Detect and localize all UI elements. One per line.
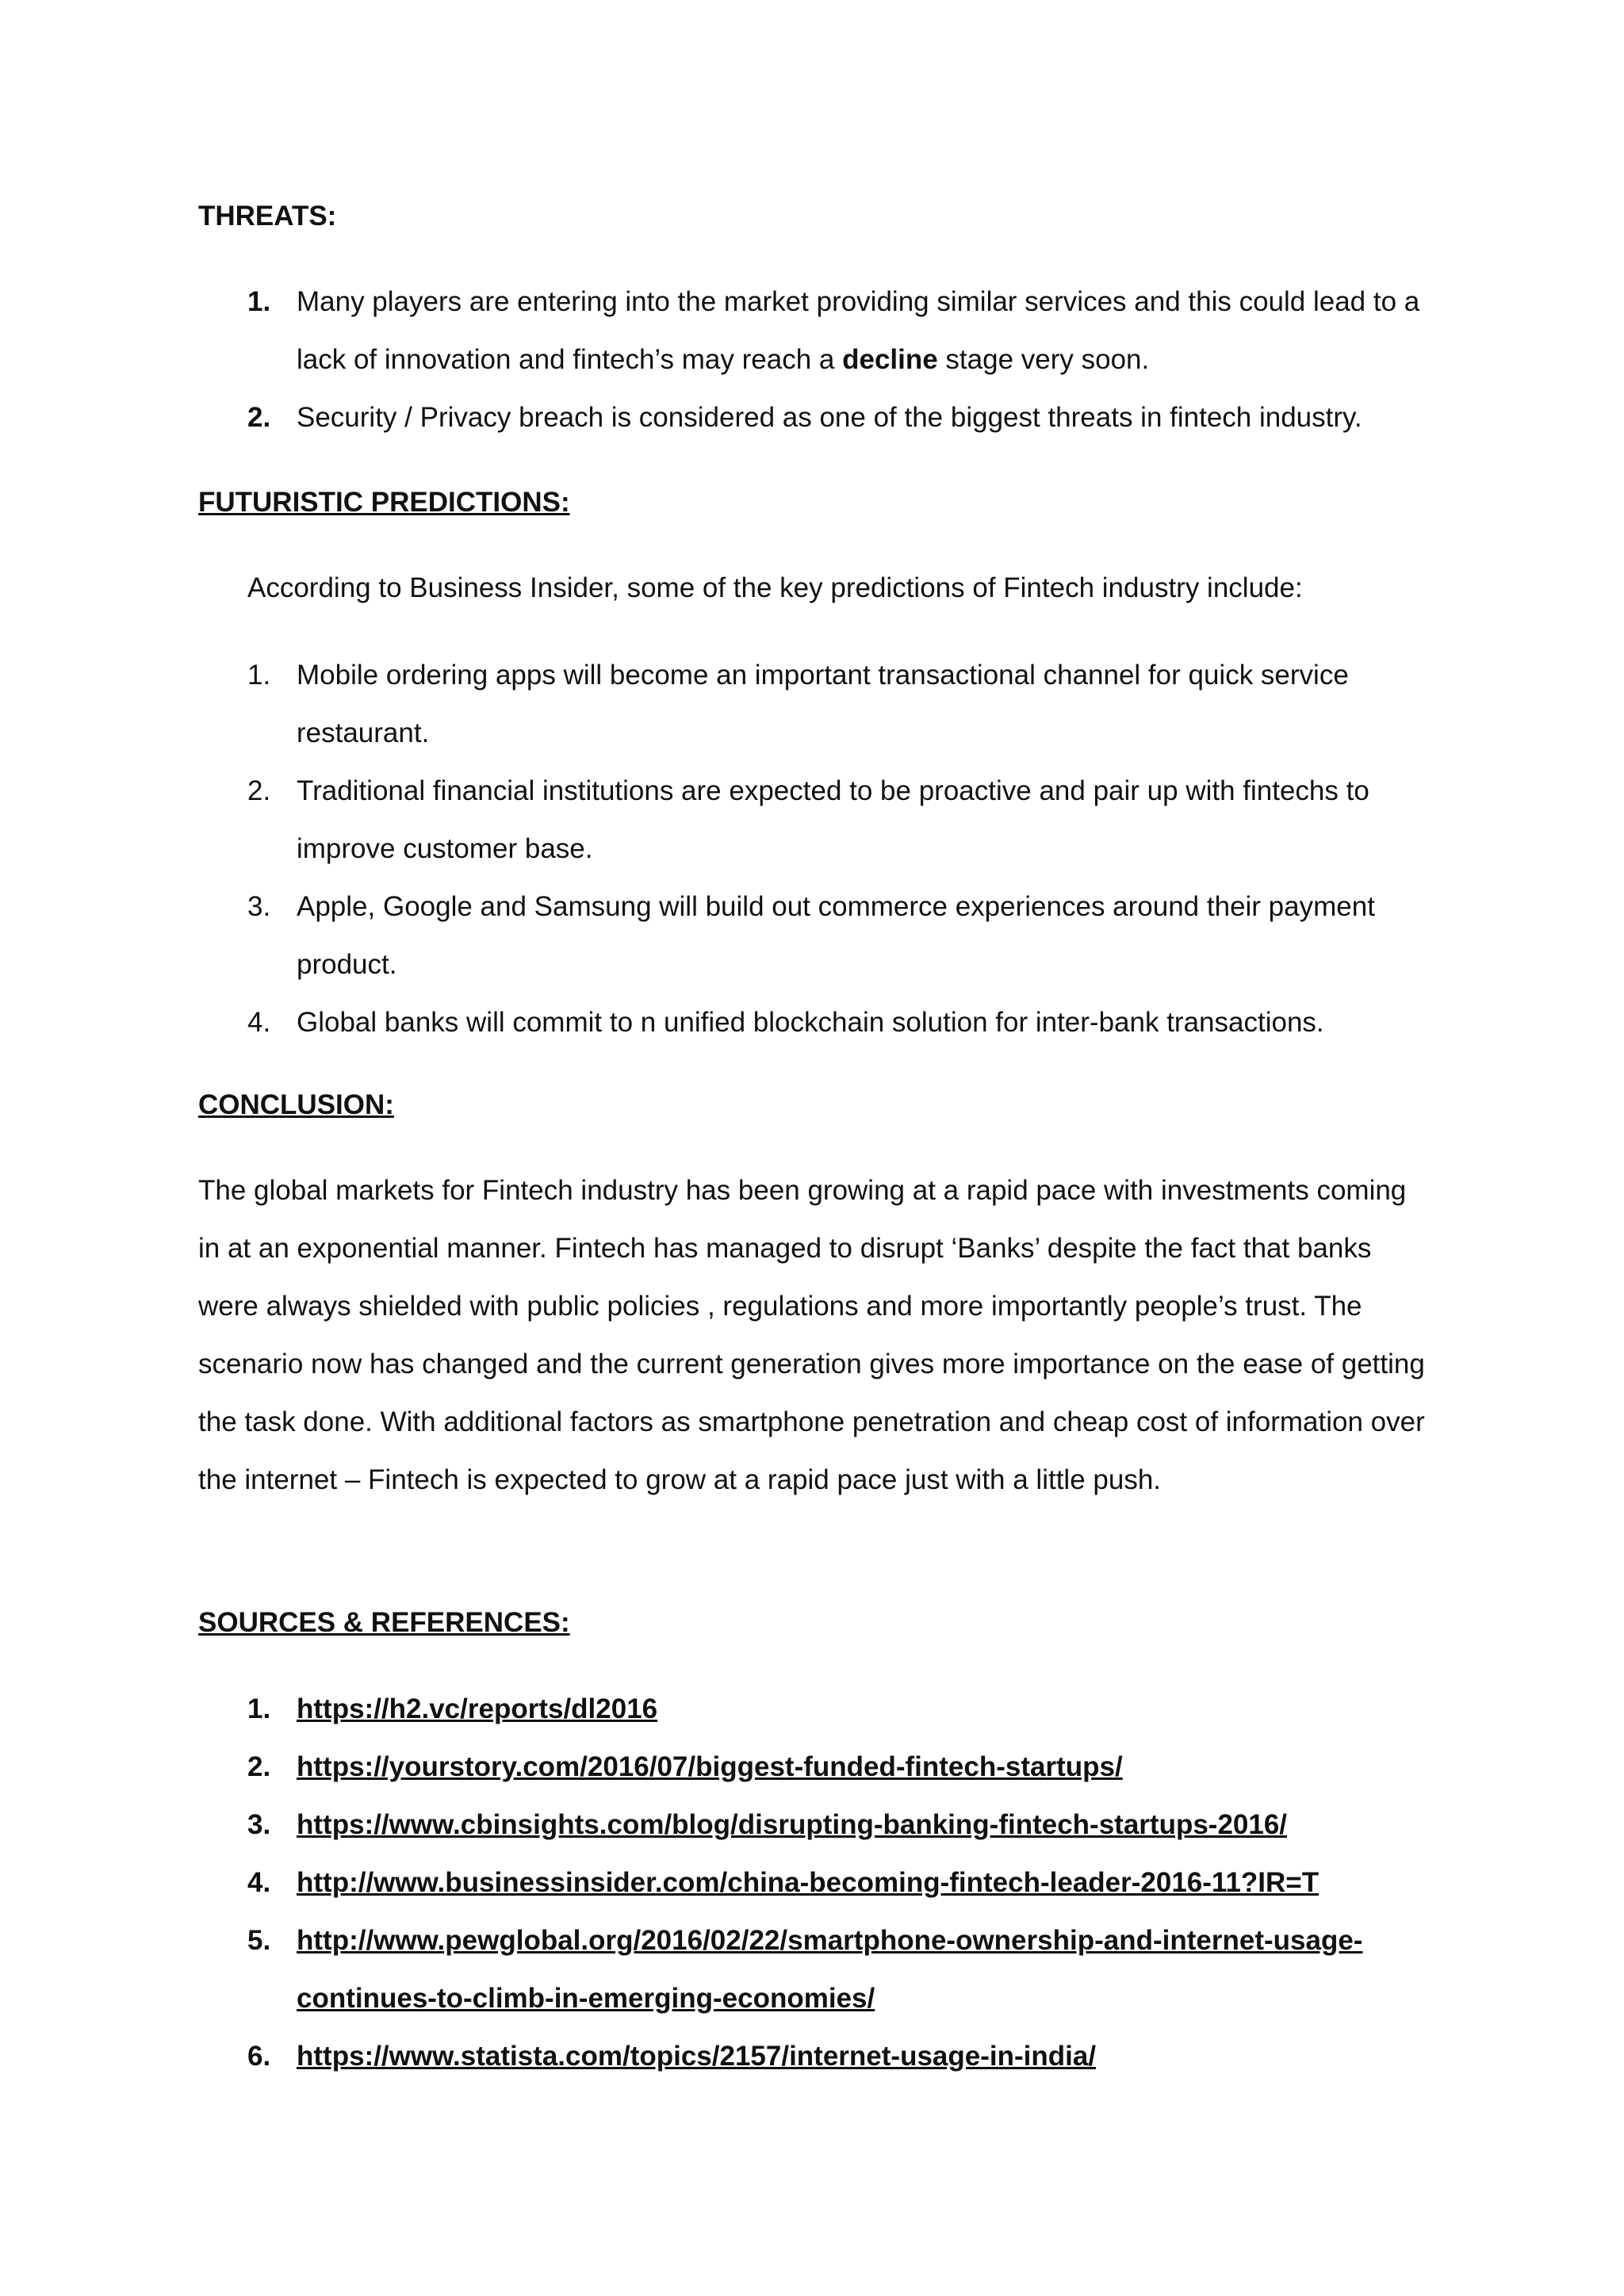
predictions-intro-wrap bbox=[198, 559, 1435, 617]
source-link[interactable]: https://yourstory.com/2016/07/biggest-funded-fintech-startups/ bbox=[297, 1751, 1123, 1782]
list-number: 3. bbox=[247, 1809, 271, 1840]
prediction-item bbox=[198, 993, 1435, 1051]
source-item bbox=[198, 1796, 1435, 1854]
threat-text: Many players are entering into the market providing similar services and this could lead to a lack of innovation and fintech’s may reach a bbox=[297, 286, 1420, 375]
threat-emphasis: decline bbox=[842, 344, 938, 375]
list-number: 1. bbox=[247, 1693, 271, 1724]
threat-text: Security / Privacy breach is considered as one of the biggest threats in fintech industry. bbox=[297, 402, 1362, 433]
sources-list bbox=[198, 1680, 1435, 2085]
sources-section bbox=[198, 1607, 1435, 1639]
sources-heading: SOURCES & REFERENCES: bbox=[198, 1607, 570, 1638]
source-link[interactable]: https://www.cbinsights.com/blog/disrupting-banking-fintech-startups-2016/ bbox=[297, 1809, 1288, 1840]
prediction-text: Global banks will commit to n unified blockchain solution for inter-bank transactions. bbox=[297, 1007, 1324, 1038]
source-item bbox=[198, 1854, 1435, 1911]
source-item bbox=[198, 1911, 1435, 2027]
conclusion-paragraph: The global markets for Fintech industry has been growing at a rapid pace with investments coming in at an exponential manner. Fintech has managed to disrupt ‘Banks’ despite the fact that banks were always shielded with public policies , regulations and more importantly people’s trust. The scenario now has changed and the current generation gives more importance on the ease of getting the task done. With additional factors as smartphone penetration and cheap cost of information over the internet – Fintech is expected to grow at a rapid pace just with a little push. bbox=[198, 1175, 1425, 1495]
threat-text-end: stage very soon. bbox=[937, 344, 1150, 375]
predictions-intro: According to Business Insider, some of the key predictions of Fintech industry include: bbox=[247, 572, 1303, 603]
prediction-text: Traditional financial institutions are expected to be proactive and pair up with fintechs to improve customer base. bbox=[297, 775, 1369, 864]
threat-item bbox=[198, 388, 1435, 446]
predictions-section bbox=[198, 487, 1435, 519]
list-number: 4. bbox=[247, 1007, 271, 1038]
conclusion-heading: CONCLUSION: bbox=[198, 1089, 394, 1120]
source-link[interactable]: https://h2.vc/reports/dl2016 bbox=[297, 1693, 658, 1724]
list-number: 1. bbox=[247, 660, 271, 691]
list-number: 4. bbox=[247, 1867, 271, 1898]
list-number: 2. bbox=[247, 402, 271, 433]
predictions-list bbox=[198, 646, 1435, 1051]
threat-item bbox=[198, 273, 1435, 388]
source-item bbox=[198, 1738, 1435, 1796]
threats-section bbox=[198, 201, 1435, 232]
source-item bbox=[198, 1680, 1435, 1738]
prediction-text: Mobile ordering apps will become an important transactional channel for quick service restaurant. bbox=[297, 660, 1349, 748]
list-number: 3. bbox=[247, 891, 271, 922]
list-number: 5. bbox=[247, 1925, 271, 1956]
conclusion-body bbox=[198, 1161, 1435, 1509]
source-link[interactable]: http://www.pewglobal.org/2016/02/22/smartphone-ownership-and-internet-usage-continues-to-climb-in-emerging-economies/ bbox=[297, 1925, 1363, 2014]
source-link[interactable]: https://www.statista.com/topics/2157/internet-usage-in-india/ bbox=[297, 2041, 1097, 2072]
threats-list bbox=[198, 273, 1435, 446]
list-number: 2. bbox=[247, 775, 271, 806]
threats-heading: THREATS: bbox=[198, 201, 337, 232]
predictions-heading: FUTURISTIC PREDICTIONS: bbox=[198, 487, 570, 518]
prediction-item bbox=[198, 878, 1435, 993]
source-link[interactable]: http://www.businessinsider.com/china-becoming-fintech-leader-2016-11?IR=T bbox=[297, 1867, 1320, 1898]
list-number: 6. bbox=[247, 2041, 271, 2072]
prediction-item bbox=[198, 762, 1435, 878]
prediction-text: Apple, Google and Samsung will build out commerce experiences around their payment product. bbox=[297, 891, 1375, 980]
source-item bbox=[198, 2027, 1435, 2085]
list-number: 2. bbox=[247, 1751, 271, 1782]
list-number: 1. bbox=[247, 286, 271, 317]
prediction-item bbox=[198, 646, 1435, 762]
conclusion-section bbox=[198, 1089, 1435, 1121]
